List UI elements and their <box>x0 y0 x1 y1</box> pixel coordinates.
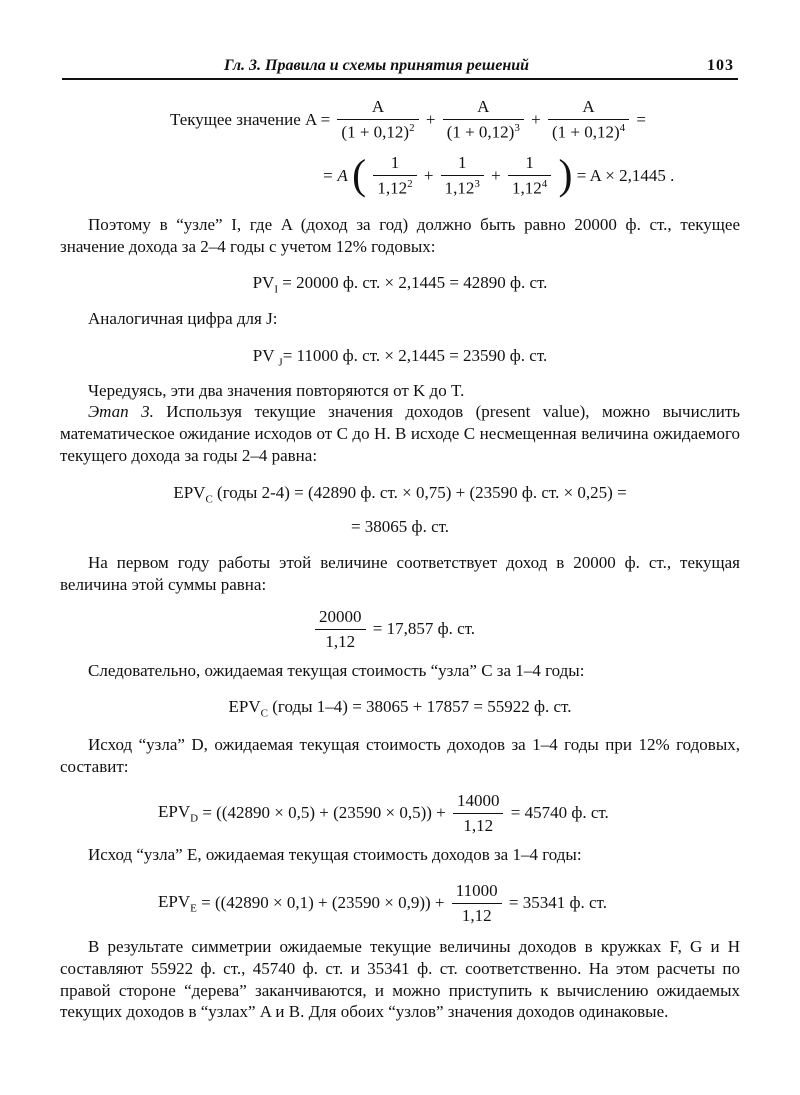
paragraph-node-e: Исход “узла” E, ожидаемая текущая стоимость доходов за 1–4 годы: <box>88 845 582 864</box>
formula-current-value-line2: = A ( $\frac{1}{1,12^2}$ + $\frac{1}{1,12^3}$ + $\frac{1}{1,12^4}$ ) = A × 2,1445 . <box>322 152 675 199</box>
equation-epv-e: $EPV_E = ((42890 \times 0,1) + (23590 \times 0,9))$ + $\frac{11000}{1,12}$ = 35341 ф. ст. <box>158 881 607 925</box>
paragraph-node-i: Поэтому в “узле” I, где A (доход за год) должно быть равно 20000 ф. ст., текущее значение дохода за 2–4 годы с учетом 12% годовых: <box>60 215 740 256</box>
fraction-term: $\frac{A}{(1 + 0,12)^4}$ <box>548 96 629 143</box>
equation-epv-d: $EPV_D = ((42890 \times 0,5) + (23590 \times 0,5))$ + $\frac{14000}{1,12}$ = 45740 ф. ст. <box>158 791 609 835</box>
paragraph-node-c: Следовательно, ожидаемая текущая стоимость “узла” C за 1–4 годы: <box>88 661 585 680</box>
paragraph-symmetry: В результате симметрии ожидаемые текущие величины доходов в кружках F, G и H составляют 55922 ф. ст., 45740 ф. ст. и 35341 ф. ст. соответственно. На этом расчеты по правой стороне “дерева” заканчиваются, и можно приступить к вычислению ожидаемых текущих доходов в “узлах” A и B. Для обоих “узлов” значения доходов одинаковые. <box>60 937 740 1022</box>
page-number: 103 <box>707 57 734 74</box>
fraction-term: $\frac{1}{1,12^4}$ <box>508 152 551 199</box>
paragraph-stage-3: Этап 3. Используя текущие значения доходов (present value), можно вычислить математическое ожидание исходов от C до H. В исходе C несмещенная величина ожидаемого текущего дохода за годы 2–4 равна: <box>60 402 741 465</box>
equation-pv-j: PV $_J$= 11000 ф. ст. × 2,1445 = 23590 ф. ст. <box>252 346 548 369</box>
equation-first-year: $\frac{20000}{1,12}$ = 17,857 ф. ст. <box>312 606 475 653</box>
fraction-term: $\frac{A}{(1 + 0,12)^3}$ <box>443 96 524 143</box>
fraction-term: $\frac{1}{1,12^3}$ <box>441 152 484 199</box>
paragraph-node-j: Аналогичная цифра для J: <box>88 309 278 328</box>
paragraph-first-year: На первом году работы этой величине соответствует доход в 20000 ф. ст., текущая величина этой суммы равна: <box>60 553 740 594</box>
chapter-title: Гл. 3. Правила и схемы принятия решений <box>224 57 529 74</box>
equation-epv-c-years-1-4: $EPV_C$ (годы 1–4) = 38065 + 17857 = 55922 ф. ст. <box>228 697 572 720</box>
equation-epv-c-result: = 38065 ф. ст. <box>350 517 450 536</box>
fraction-term: $\frac{1}{1,12^2}$ <box>373 152 416 199</box>
running-header <box>62 54 738 80</box>
stage-label: Этап 3. <box>88 402 154 421</box>
paragraph-node-d: Исход “узла” D, ожидаемая текущая стоимость доходов за 1–4 годы при 12% годовых, составит: <box>60 735 740 776</box>
fraction-term: $\frac{A}{(1 + 0,12)^2}$ <box>337 96 418 143</box>
paragraph-alternation: Чередуясь, эти два значения повторяются от K до T. <box>88 381 465 400</box>
formula-current-value-line1: Текущее значение A = $\frac{A}{(1 + 0,12)^2}$ + $\frac{A}{(1 + 0,12)^3}$ + $\frac{A}{(1 + 0,12)^4}$ = <box>170 97 646 142</box>
formula-label: Текущее значение A = <box>170 109 331 129</box>
equation-epv-c-years-2-4: $EPV_C$ (годы 2-4) = (42890 ф. ст. × 0,75) + (23590 ф. ст. × 0,25) = <box>173 483 627 506</box>
equation-pv-i: $PV_I = 20000$ ф. ст. × 2,1445 = 42890 ф. ст. <box>252 273 548 296</box>
